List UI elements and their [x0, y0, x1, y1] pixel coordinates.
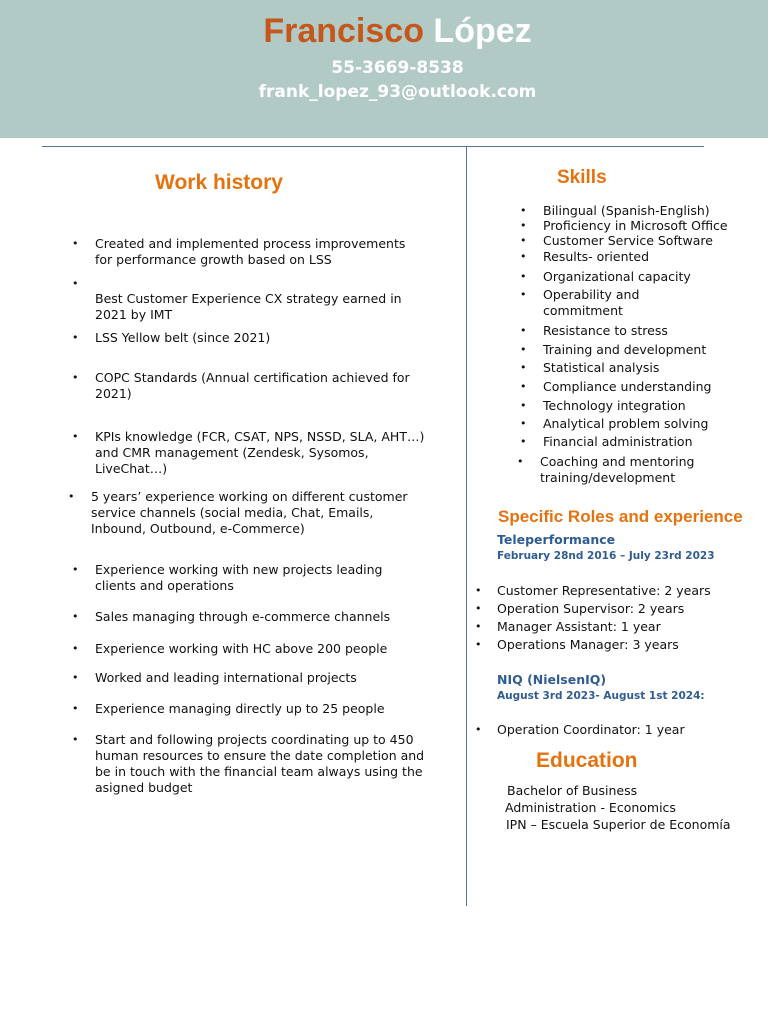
employment-dates: August 3rd 2023- August 1st 2024:: [497, 690, 705, 702]
list-item: Best Customer Experience CX strategy earned in 2021 by IMT: [95, 291, 402, 322]
list-item: • Technology integration: [543, 398, 758, 414]
list-item: • Customer Representative: 2 years: [497, 582, 757, 600]
header-banner: [0, 0, 768, 138]
email-address: frank_lopez_93@outlook.com: [258, 82, 537, 102]
list-item: • Experience working with new projects leading clients and operations: [95, 562, 395, 594]
list-item: • Organizational capacity: [543, 269, 758, 285]
company-name: NIQ (NielsenIQ): [497, 672, 607, 687]
last-name: López: [433, 12, 532, 50]
list-item: • Training and development: [543, 342, 758, 358]
list-item: • Resistance to stress: [543, 323, 758, 339]
list-item: • Operation Supervisor: 2 years: [497, 600, 757, 618]
horizontal-divider: [42, 146, 704, 147]
list-item: • Coaching and mentoring training/development: [540, 454, 715, 486]
list-item: • 5 years’ experience working on different customer service channels (social media, Chat, Emails, Inbound, Outbound, e-Commerce): [91, 489, 411, 537]
list-item: [95, 276, 415, 292]
list-item: • KPIs knowledge (FCR, CSAT, NPS, NSSD, SLA, AHT…) and CMR management (Zendesk, Sysomos, LiveChat…): [95, 429, 425, 477]
list-item: • Bilingual (Spanish-English): [543, 203, 758, 219]
list-item: • Statistical analysis: [543, 360, 758, 376]
roles-list-teleperformance: [497, 582, 757, 654]
list-item: • Manager Assistant: 1 year: [497, 618, 757, 636]
list-item: • Compliance understanding: [543, 379, 758, 395]
education-degree-line1: Bachelor of Business: [507, 783, 638, 798]
first-name: Francisco: [263, 12, 424, 50]
list-item: • Sales managing through e-commerce channels: [95, 609, 415, 625]
list-item: • Results- oriented: [543, 249, 758, 265]
list-item: • COPC Standards (Annual certification achieved for 2021): [95, 370, 415, 402]
list-item: • Analytical problem solving: [543, 416, 758, 432]
roles-title: Specific Roles and experience: [498, 507, 743, 526]
list-item: • Experience managing directly up to 25 people: [95, 701, 415, 717]
education-institution: IPN – Escuela Superior de Economía: [506, 817, 731, 832]
vertical-divider: [466, 146, 467, 906]
candidate-name: [0, 12, 768, 51]
list-item: • Financial administration: [543, 434, 758, 450]
list-item: • Worked and leading international projects: [95, 670, 415, 686]
employment-dates: February 28nd 2016 – July 23rd 2023: [497, 550, 715, 562]
list-item: • Operability and commitment: [543, 287, 653, 319]
roles-list-niq: [497, 722, 757, 738]
list-item: • Operations Manager: 3 years: [497, 636, 757, 654]
list-item: • LSS Yellow belt (since 2021): [95, 330, 415, 346]
list-item: • Experience working with HC above 200 people: [95, 641, 415, 657]
list-item: • Operation Coordinator: 1 year: [497, 722, 757, 738]
list-item: • Start and following projects coordinating up to 450 human resources to ensure the date completion and be in touch with the financial team always using the asigned budget: [95, 732, 440, 796]
work-history-title: Work history: [155, 171, 283, 194]
list-item: • Created and implemented process improvements for performance growth based on LSS: [95, 236, 415, 268]
education-title: Education: [536, 749, 638, 772]
education-degree-line2: Administration - Economics: [505, 800, 676, 815]
list-item: • Customer Service Software: [543, 233, 758, 249]
phone-number: 55-3669-8538: [331, 58, 464, 78]
skills-title: Skills: [557, 167, 607, 188]
company-name: Teleperformance: [497, 532, 616, 547]
list-item: • Proficiency in Microsoft Office: [543, 218, 758, 234]
